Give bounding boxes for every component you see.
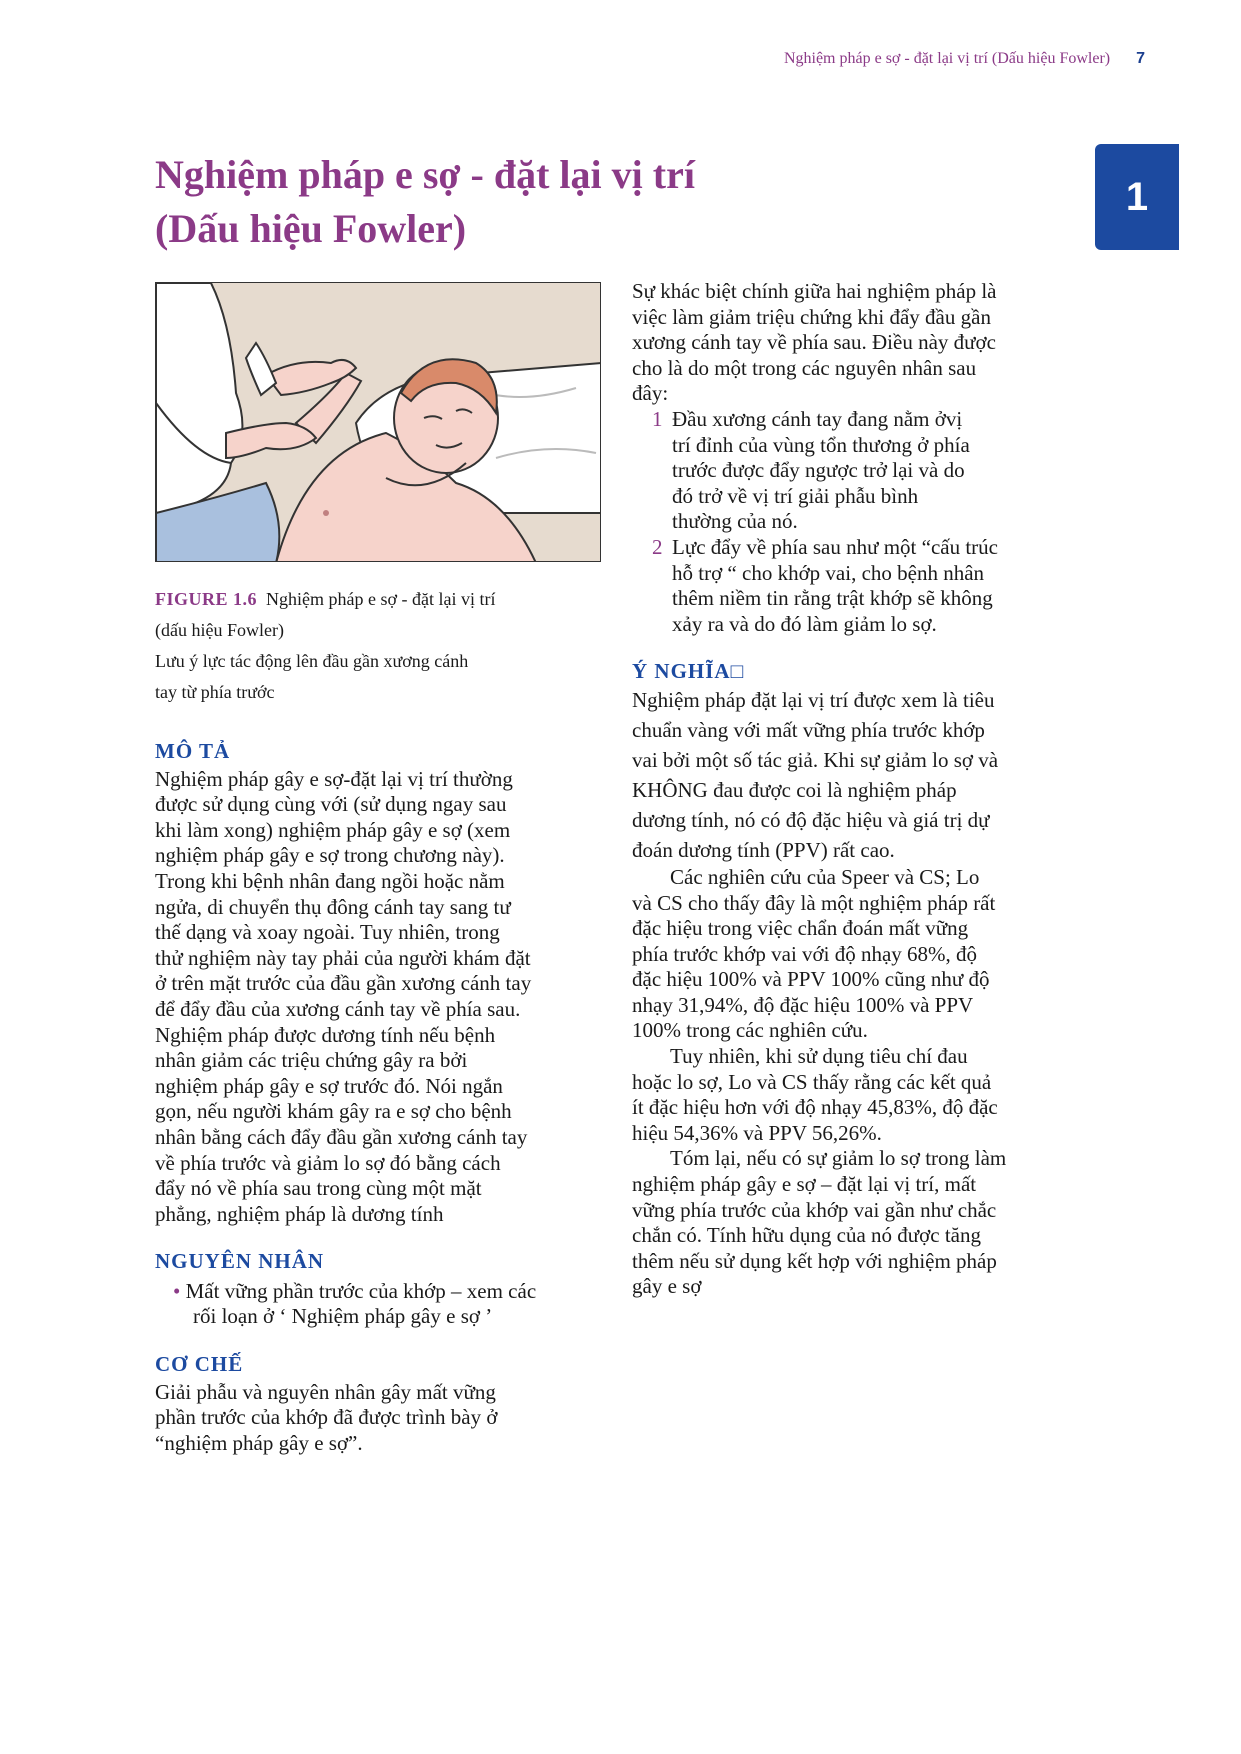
text-line: đoán dương tính (PPV) rất cao. (632, 837, 895, 862)
text-line: ít đặc hiệu hơn với độ nhạy 45,83%, độ đặc (632, 1095, 998, 1120)
significance-heading-text: Ý NGHĨA (632, 659, 731, 684)
section-heading-cause: NGUYÊN NHÂN (155, 1249, 325, 1274)
text-line: đặc hiệu 100% và PPV 100% cũng như độ (632, 967, 990, 992)
text-line: chắn có. Tính hữu dụng của nó được tăng (632, 1223, 981, 1248)
text-line: gây e sợ (632, 1274, 702, 1299)
text-line: Mất vững phần trước của khớp – xem các (185, 1278, 537, 1303)
intro-body (632, 279, 1082, 407)
running-head (784, 50, 1145, 68)
text-line: trí đỉnh của vùng tổn thương ở phía (672, 432, 970, 457)
text-line: phía trước khớp vai với độ nhạy 68%, độ (632, 941, 978, 966)
section-heading-description: MÔ TẢ (155, 739, 231, 763)
caption-line: (dấu hiệu Fowler) (155, 620, 284, 640)
text-line: cho là do một trong các nguyên nhân sau (632, 355, 977, 380)
text-line: “nghiệm pháp gây e sợ”. (155, 1430, 363, 1455)
description-body (155, 767, 595, 1228)
text-line: xảy ra và do đó làm giảm lo sợ. (672, 611, 937, 636)
text-line: Đầu xương cánh tay đang nằm ởvị (672, 406, 963, 431)
text-line: nghiệm pháp gây e sợ trong chương này). (155, 843, 505, 868)
figure-illustration (155, 282, 601, 562)
text-line: dương tính, nó có độ đặc hiệu và giá trị dự (632, 807, 990, 832)
text-line: đặc hiệu trong việc chẩn đoán mất vững (632, 916, 969, 941)
figure-caption (155, 584, 575, 708)
list-number: 1 (652, 406, 663, 431)
caption-line: Nghiệm pháp e sợ - đặt lại vị trí (266, 589, 496, 609)
text-line: ở trên mặt trước của đầu gần xương cánh tay (155, 971, 532, 996)
bullet-icon: • (173, 1278, 181, 1303)
text-line: rối loạn ở ‘ Nghiệm pháp gây e sợ ’ (193, 1304, 493, 1329)
text-line: xương cánh tay về phía sau. Điều này được (632, 330, 996, 355)
text-line: Giải phẫu và nguyên nhân gây mất vững (155, 1379, 496, 1404)
text-line: hoặc lo sợ, Lo và CS thấy rằng các kết quả (632, 1069, 992, 1094)
section-heading-significance (632, 659, 1082, 685)
text-line: hiệu 54,36% và PPV 56,26%. (632, 1120, 882, 1145)
text-line: thường của nó. (672, 509, 798, 534)
text-line: nghiệm pháp gây e sợ trước đó. Nói ngắn (155, 1073, 503, 1098)
text-line: Tóm lại, nếu có sự giảm lo sợ trong làm (670, 1146, 1007, 1171)
text-line: Trong khi bệnh nhân đang ngồi hoặc nằm (155, 868, 505, 893)
text-line: Các nghiên cứu của Speer và CS; Lo (670, 864, 980, 889)
text-line: thêm niềm tin rằng trật khớp sẽ không (672, 586, 993, 611)
title-line-1: Nghiệm pháp e sợ - đặt lại vị trí (155, 152, 695, 197)
cause-bullet-item (155, 1279, 595, 1330)
text-line: đẩy nó về phía sau trong cùng một mặt (155, 1176, 482, 1201)
mechanism-body (155, 1380, 595, 1457)
text-line: Nghiệm pháp gây e sợ-đặt lại vị trí thường (155, 766, 513, 791)
significance-para-2 (632, 865, 1082, 1044)
text-line: Nghiệm pháp được dương tính nếu bệnh (155, 1022, 496, 1047)
text-line: vững phía trước của khớp vai gần như chắc (632, 1197, 997, 1222)
text-line: phần trước của khớp đã được trình bày ở (155, 1405, 498, 1430)
significance-para-4 (632, 1146, 1082, 1300)
text-line: Tuy nhiên, khi sử dụng tiêu chí đau (670, 1044, 968, 1069)
text-line: về phía trước và giảm lo sợ đó bằng cách (155, 1150, 501, 1175)
text-line: Lực đẩy về phía sau như một “cấu trúc (672, 534, 998, 559)
reason-item (632, 407, 1082, 535)
section-heading-mechanism: CƠ CHẾ (155, 1352, 244, 1377)
list-number: 2 (652, 534, 663, 559)
left-column (155, 739, 595, 1456)
missing-glyph-icon: □ (730, 659, 745, 684)
significance-para-3 (632, 1044, 1082, 1146)
text-line: nhân giảm các triệu chứng gây ra bởi (155, 1048, 468, 1073)
right-column (632, 279, 1082, 1300)
caption-line: Lưu ý lực tác động lên đầu gần xương cánh (155, 651, 469, 671)
text-line: đây: (632, 381, 669, 406)
text-line: nghiệm pháp gây e sợ – đặt lại vị trí, mất (632, 1172, 977, 1197)
text-line: 100% trong các nghiên cứu. (632, 1018, 868, 1043)
text-line: thử nghiệm này tay phải của người khám đặt (155, 945, 531, 970)
text-line: nhân bằng cách đẩy đầu gần xương cánh tay (155, 1124, 528, 1149)
text-line: ngửa, di chuyển thụ đông cánh tay sang tư (155, 894, 511, 919)
text-line: thế dạng và xoay ngoài. Tuy nhiên, trong (155, 920, 500, 945)
text-line: để đẩy đầu của xương cánh tay về phía sau. (155, 996, 521, 1021)
figure-label: FIGURE 1.6 (155, 589, 258, 609)
significance-para-1 (632, 685, 1082, 865)
chapter-tab: 1 (1095, 144, 1179, 250)
title-line-2: (Dấu hiệu Fowler) (155, 206, 467, 251)
text-line: đó trở về vị trí giải phẫu bình (672, 483, 919, 508)
text-line: Nghiệm pháp đặt lại vị trí được xem là tiêu (632, 687, 995, 712)
page-title (155, 148, 695, 256)
text-line: trước được đẩy ngược trở lại và do (672, 458, 965, 483)
text-line: được sử dụng cùng với (sử dụng ngay sau (155, 792, 507, 817)
text-line: nhạy 31,94%, độ đặc hiệu 100% và PPV (632, 992, 974, 1017)
reason-item (632, 535, 1082, 637)
text-line: chuẩn vàng với mất vững phía trước khớp (632, 717, 985, 742)
text-line: vai bởi một số tác giả. Khi sự giảm lo sợ và (632, 747, 999, 772)
running-head-title: Nghiệm pháp e sợ - đặt lại vị trí (Dấu hiệu Fowler) (783, 50, 1111, 67)
text-line: thêm nếu sử dụng kết hợp với nghiệm pháp (632, 1248, 997, 1273)
text-line: việc làm giảm triệu chứng khi đẩy đầu gần (632, 304, 991, 329)
text-line: Sự khác biệt chính giữa hai nghiệm pháp là (632, 279, 997, 303)
text-line: hỗ trợ “ cho khớp vai, cho bệnh nhân (672, 560, 985, 585)
text-line: khi làm xong) nghiệm pháp gây e sợ (xem (155, 817, 511, 842)
text-line: KHÔNG đau được coi là nghiệm pháp (632, 777, 957, 802)
caption-line: tay từ phía trước (155, 682, 275, 702)
text-line: và CS cho thấy đây là một nghiệm pháp rất (632, 890, 996, 915)
text-line: phẳng, nghiệm pháp là dương tính (155, 1201, 444, 1226)
page-number: 7 (1136, 50, 1145, 67)
text-line: gọn, nếu người khám gây ra e sợ cho bệnh (155, 1099, 512, 1124)
